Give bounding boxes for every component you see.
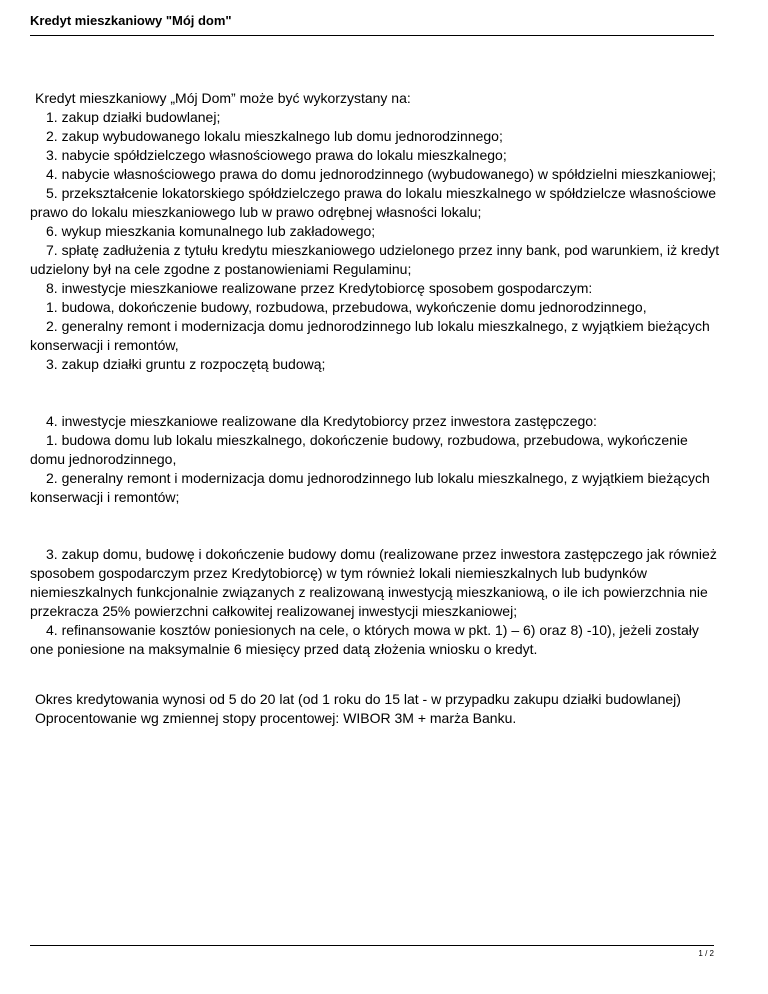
list-item: 3. zakup działki gruntu z rozpoczętą budową; xyxy=(46,356,326,372)
list-item: 2. generalny remont i modernizacja domu jednorodzinnego lub lokalu mieszkalnego, z wyjątkiem bieżących konserwacji i remontów; xyxy=(30,470,710,505)
header-title: Kredyt mieszkaniowy "Mój dom" xyxy=(30,13,232,28)
intro-text: Kredyt mieszkaniowy „Mój Dom” może być wykorzystany na: xyxy=(35,90,411,106)
list-item: 7. spłatę zadłużenia z tytułu kredytu mieszkaniowego udzielonego przez inny bank, pod warunkiem, iż kredyt udzielony był na cele zgodne z postanowieniami Regulaminu; xyxy=(30,242,720,277)
list-item: 3. nabycie spółdzielczego własnościowego prawa do lokalu mieszkalnego; xyxy=(46,147,507,163)
list-item: 4. inwestycje mieszkaniowe realizowane dla Kredytobiorcy przez inwestora zastępczego: xyxy=(46,413,597,429)
list-item: 1. budowa domu lub lokalu mieszkalnego, dokończenie budowy, rozbudowa, przebudowa, wykończenie domu jednorodzinnego, xyxy=(30,432,688,467)
spacer xyxy=(30,374,720,412)
page-footer xyxy=(30,945,714,958)
period-text: Okres kredytowania wynosi od 5 do 20 lat (od 1 roku do 15 lat - w przypadku zakupu działki budowlanej) xyxy=(35,691,681,707)
list-item: 8. inwestycje mieszkaniowe realizowane przez Kredytobiorcę sposobem gospodarczym: xyxy=(46,280,593,296)
spacer xyxy=(30,659,720,690)
list-item: 2. zakup wybudowanego lokalu mieszkalnego lub domu jednorodzinnego; xyxy=(46,128,503,144)
list-item: 2. generalny remont i modernizacja domu jednorodzinnego lub lokalu mieszkalnego, z wyjątkiem bieżących konserwacji i remontów, xyxy=(30,318,710,353)
list-item: 1. zakup działki budowlanej; xyxy=(46,109,221,125)
list-item: 4. nabycie własnościowego prawa do domu jednorodzinnego (wybudowanego) w spółdzielni mieszkaniowej; xyxy=(46,166,717,182)
list-item: 5. przekształcenie lokatorskiego spółdzielczego prawa do lokalu mieszkalnego w spółdzielcze własnościowe prawo do lokalu mieszkaniowego lub w prawo odrębnej własności lokalu; xyxy=(30,185,717,220)
page-header xyxy=(30,10,714,36)
list-item: 6. wykup mieszkania komunalnego lub zakładowego; xyxy=(46,223,376,239)
list-item: 3. zakup domu, budowę i dokończenie budowy domu (realizowane przez inwestora zastępczego jak również sposobem gospodarczym przez Kredytobiorcę) w tym również lokali niemieszkalnych lub budynków niemieszkalnych funkcjonalnie związanych z realizowaną inwestycją mieszkaniową, o ile ich powierzchnia nie przekracza 25% powierzchni całkowitej realizowanej inwestycji mieszkaniowej; xyxy=(30,546,717,619)
document-body xyxy=(30,89,720,728)
list-item: 1. budowa, dokończenie budowy, rozbudowa, przebudowa, wykończenie domu jednorodzinnego, xyxy=(46,299,647,315)
page-number: 1 / 2 xyxy=(698,949,714,958)
list-item: 4. refinansowanie kosztów poniesionych na cele, o których mowa w pkt. 1) – 6) oraz 8) -10), jeżeli zostały one poniesione na maksymalnie 6 miesięcy przed datą złożenia wniosku o kredyt. xyxy=(30,622,699,657)
spacer xyxy=(30,507,720,545)
interest-text: Oprocentowanie wg zmiennej stopy procentowej: WIBOR 3M + marża Banku. xyxy=(35,710,517,726)
